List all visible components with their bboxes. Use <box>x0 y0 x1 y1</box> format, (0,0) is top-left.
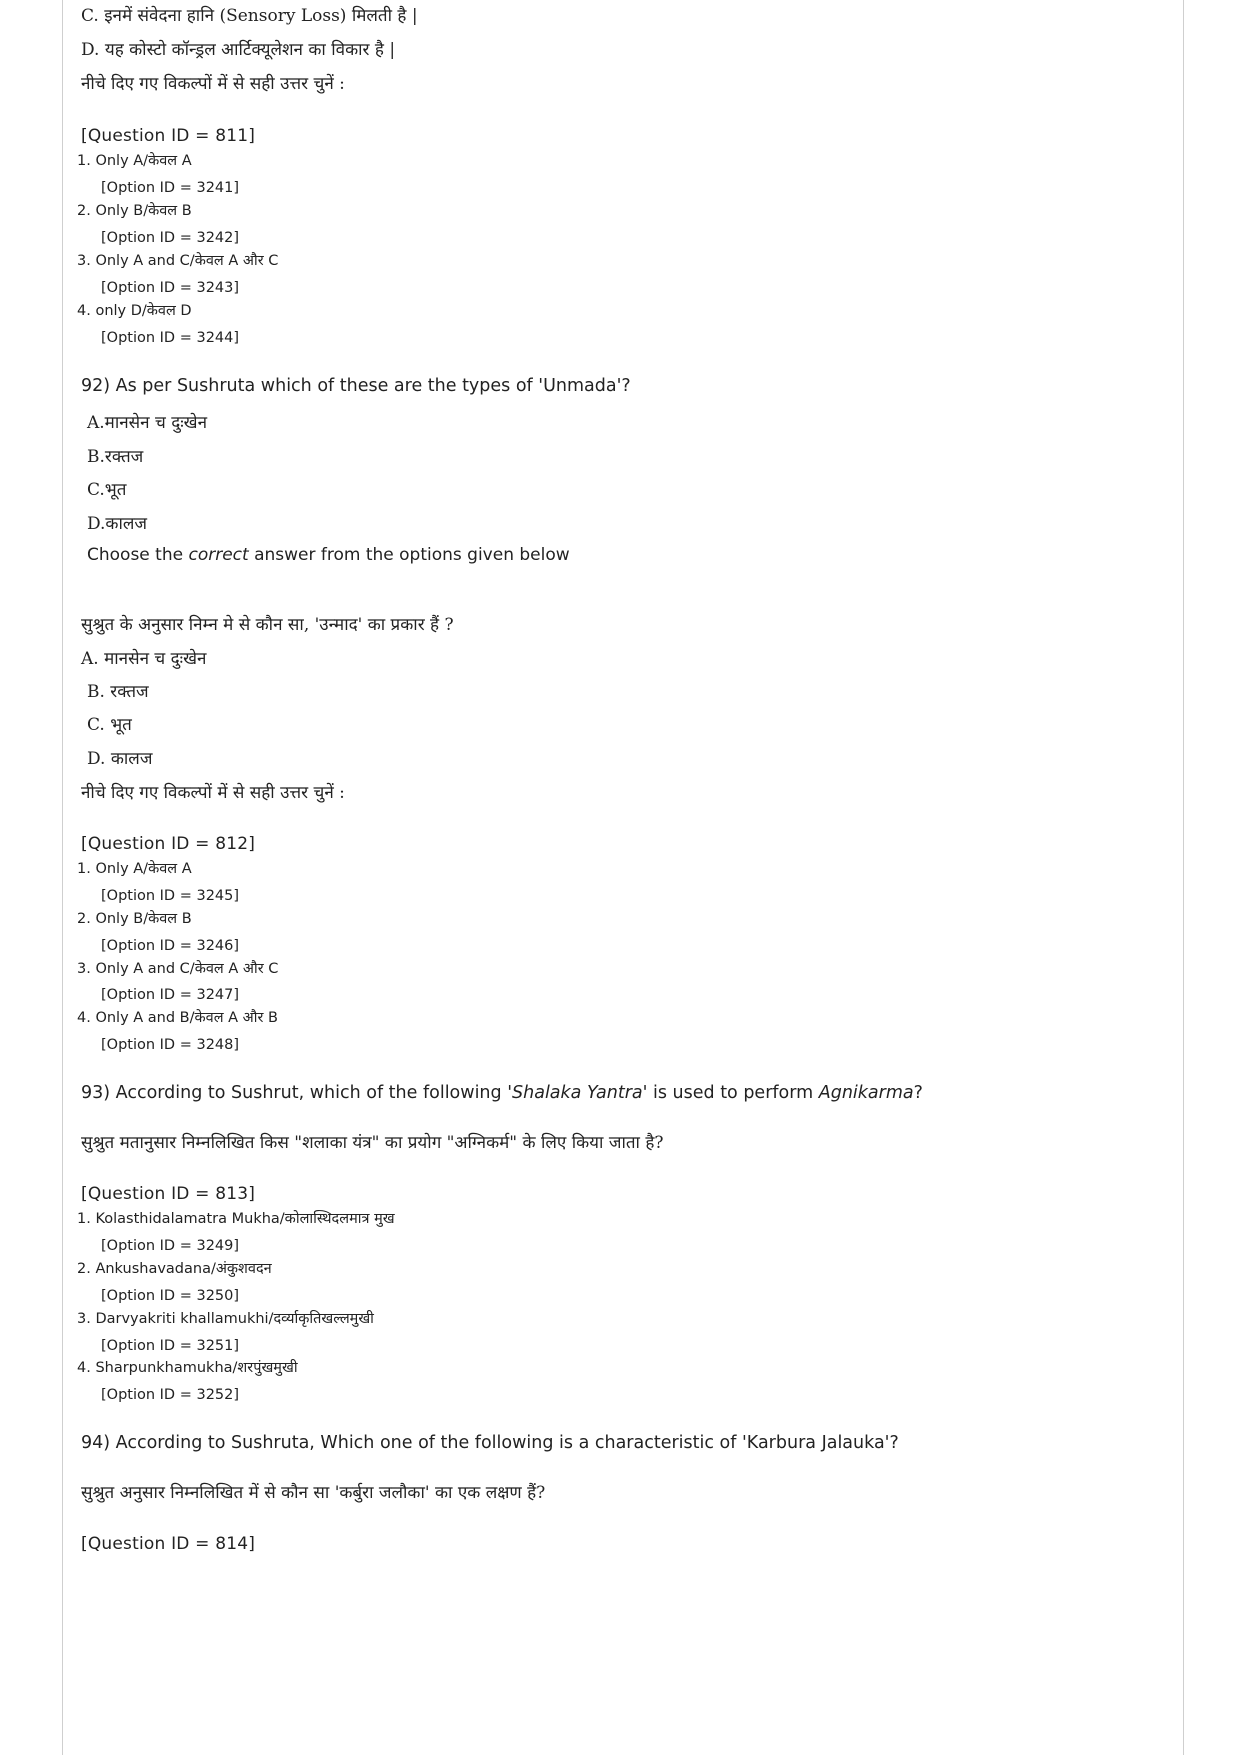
choose-answer-hindi: नीचे दिए गए विकल्पों में से सही उत्तर चुनें : <box>81 74 345 94</box>
statement-c: C. इनमें संवेदना हानि (Sensory Loss) मिलती है | <box>81 6 418 26</box>
choose-prefix: Choose the <box>87 545 189 565</box>
statement-b: B.रक्तज <box>87 447 144 467</box>
option-3[interactable]: 3. Only A and C/केवल A और C <box>77 253 279 269</box>
option-1[interactable]: 1. Kolasthidalamatra Mukha/कोलास्थिदलमात्र मुख <box>77 1211 395 1227</box>
question-id: [Question ID = 814] <box>81 1534 256 1554</box>
option-id: [Option ID = 3242] <box>101 230 240 246</box>
title-prefix: 93) According to Sushrut, which of the following <box>81 1083 508 1103</box>
question-94-title-hindi: सुश्रुत अनुसार निम्नलिखित में से कौन सा 'कर्बुरा जलौका' का एक लक्षण हैं? <box>81 1483 546 1503</box>
question-93-title-hindi: सुश्रुत मतानुसार निम्नलिखित किस "शलाका यंत्र" का प्रयोग "अग्निकर्म" के लिए किया जाता है? <box>81 1133 664 1153</box>
choose-emphasis: correct <box>188 545 249 565</box>
option-4[interactable]: 4. Sharpunkhamukha/शरपुंखमुखी <box>77 1360 298 1376</box>
option-id: [Option ID = 3250] <box>101 1288 240 1304</box>
statement-b-hindi: B. रक्तज <box>87 682 149 702</box>
option-id: [Option ID = 3241] <box>101 180 240 196</box>
statement-a: A.मानसेन च दुःखेन <box>87 413 208 433</box>
option-id: [Option ID = 3251] <box>101 1338 240 1354</box>
option-id: [Option ID = 3246] <box>101 938 240 954</box>
statement-c-hindi: C. भूत <box>87 715 132 735</box>
option-1[interactable]: 1. Only A/केवल A <box>77 861 192 877</box>
question-93-title <box>81 1083 923 1103</box>
title-emphasis-agnikarma: Agnikarma <box>818 1083 914 1103</box>
option-id: [Option ID = 3248] <box>101 1037 240 1053</box>
option-2[interactable]: 2. Ankushavadana/अंकुशवदन <box>77 1261 272 1277</box>
statement-a-hindi: A. मानसेन च दुःखेन <box>81 649 207 669</box>
option-id: [Option ID = 3243] <box>101 280 240 296</box>
option-3[interactable]: 3. Darvyakriti khallamukhi/दर्व्याकृतिखल्लमुखी <box>77 1311 374 1327</box>
title-suffix: ? <box>913 1083 923 1103</box>
question-92-title: 92) As per Sushruta which of these are the types of 'Unmada'? <box>81 376 631 396</box>
option-id: [Option ID = 3249] <box>101 1238 240 1254</box>
statement-d: D. यह कोस्टो कॉन्ड्रल आर्टिक्यूलेशन का विकार है | <box>81 40 396 60</box>
statement-d-hindi: D. कालज <box>87 749 153 769</box>
title-middle: is used to perform <box>647 1083 819 1103</box>
option-4[interactable]: 4. only D/केवल D <box>77 303 192 319</box>
question-id: [Question ID = 812] <box>81 834 256 854</box>
option-4[interactable]: 4. Only A and B/केवल A और B <box>77 1010 279 1026</box>
option-2[interactable]: 2. Only B/केवल B <box>77 203 192 219</box>
option-id: [Option ID = 3252] <box>101 1387 240 1403</box>
option-id: [Option ID = 3247] <box>101 987 240 1003</box>
question-id: [Question ID = 813] <box>81 1184 256 1204</box>
choose-suffix: answer from the options given below <box>248 545 570 565</box>
option-1[interactable]: 1. Only A/केवल A <box>77 153 192 169</box>
statement-d: D.कालज <box>87 514 148 534</box>
question-paper-page <box>62 0 1184 1755</box>
choose-answer-english <box>87 545 570 565</box>
statement-c: C.भूत <box>87 480 127 500</box>
option-id: [Option ID = 3244] <box>101 330 240 346</box>
choose-answer-hindi: नीचे दिए गए विकल्पों में से सही उत्तर चुनें : <box>81 783 345 803</box>
question-94-title: 94) According to Sushruta, Which one of the following is a characteristic of 'Karbura Jalauka'? <box>81 1433 899 1453</box>
title-emphasis-shalaka: 'Shalaka Yantra' <box>507 1083 648 1103</box>
option-3[interactable]: 3. Only A and C/केवल A और C <box>77 961 279 977</box>
question-92-title-hindi: सुश्रुत के अनुसार निम्न मे से कौन सा, 'उन्माद' का प्रकार हैं ? <box>81 615 454 635</box>
question-id: [Question ID = 811] <box>81 126 256 146</box>
option-2[interactable]: 2. Only B/केवल B <box>77 911 192 927</box>
option-id: [Option ID = 3245] <box>101 888 240 904</box>
